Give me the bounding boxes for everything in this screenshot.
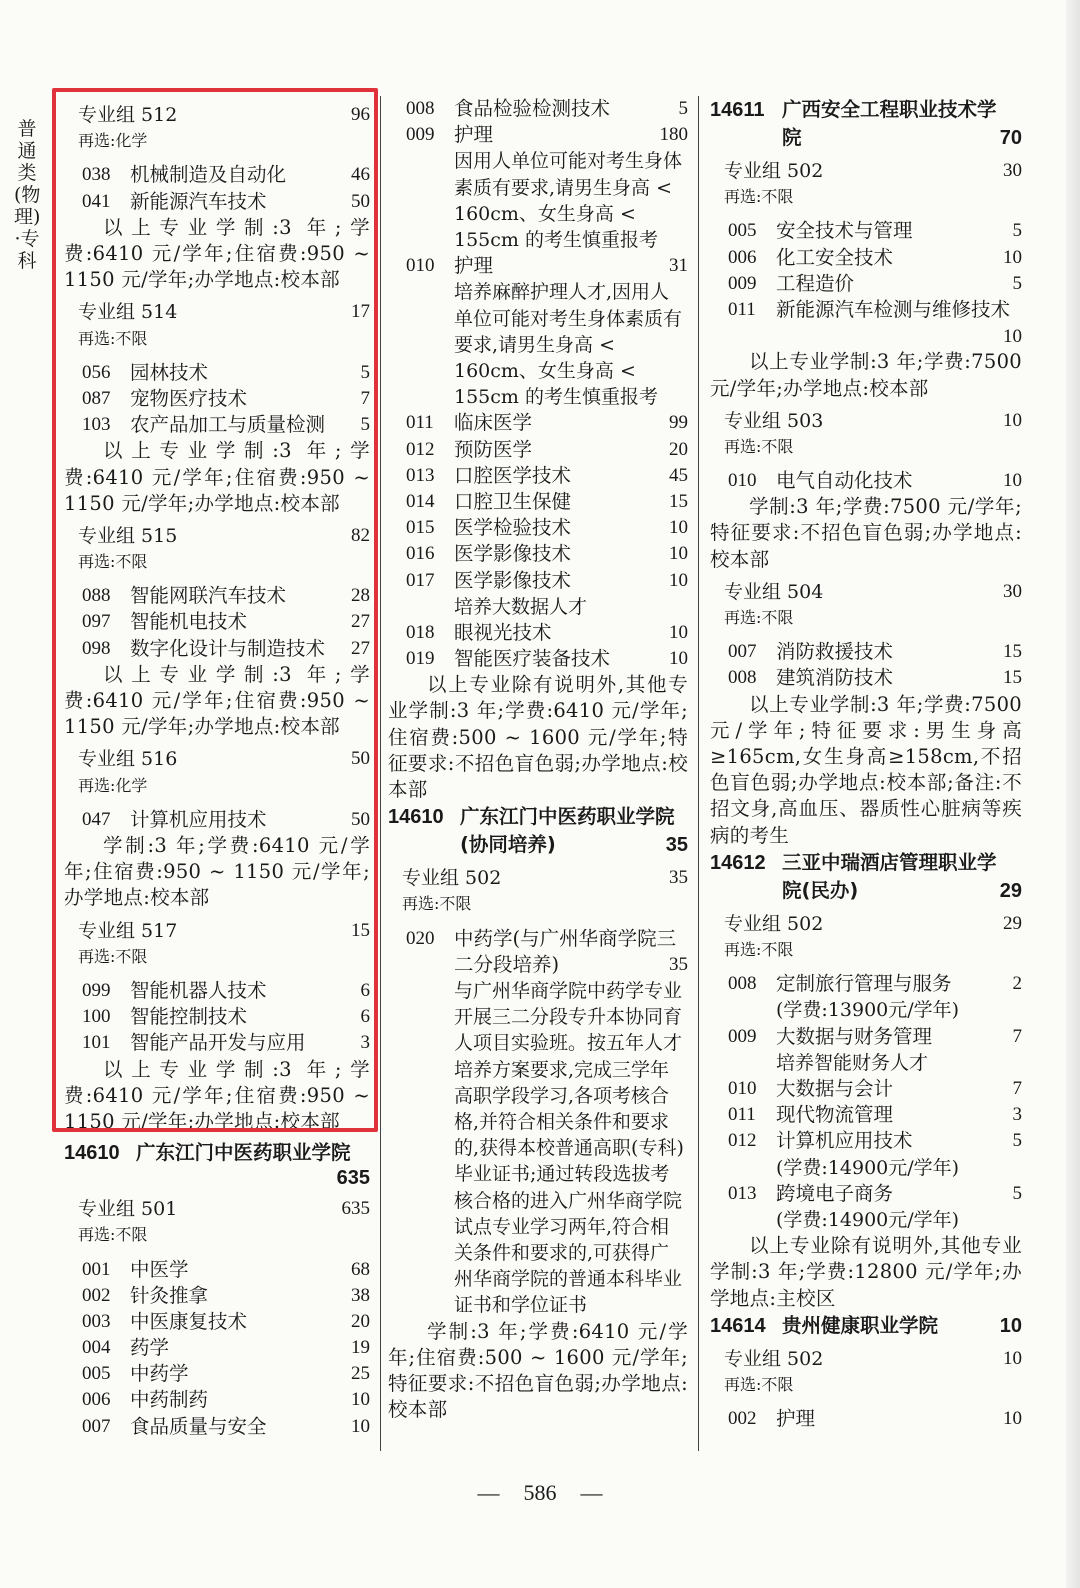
major-row: 020 中药学(与广州华商学院三 bbox=[406, 926, 677, 950]
major-count: 10 bbox=[1003, 326, 1022, 348]
page-footer bbox=[0, 1480, 1080, 1506]
major-description: 因用人单位可能对考生身体素质有要求,请男生身高 < 160cm、女生身高 < 155cm 的考生慎重报考 bbox=[454, 150, 683, 251]
institution-header-14610: 14610 广东江门中医药职业学院 635 bbox=[64, 1141, 370, 1190]
major-row: 009 工程造价 5 bbox=[728, 271, 1022, 295]
group-note: 以上专业学制:3 年;学费:7500 元/学年;特征要求:男生身高≥165cm,女生身高≥158cm,不招色盲色弱;办学地点:校本部;备注:不招文身,高血压、器质性心脏病等疾病的考生 bbox=[710, 692, 1022, 847]
group-note: 以上专业学制:3 年;学费:6410 元/学年;住宿费:950 ~ 1150 元/学年;办学地点:校本部 bbox=[64, 439, 370, 515]
major-row: 008 食品检验检测技术 5 bbox=[406, 97, 688, 120]
major-row: 019 智能医疗装备技术 10 bbox=[406, 647, 688, 671]
group-note: 学制:3 年;学费:6410 元/学年;住宿费:500 ~ 1600 元/学年;特征要求:不招色盲色弱;办学地点:校本部 bbox=[388, 1319, 688, 1422]
institution-header-14611: 14611 广西安全工程职业技术学 院 70 bbox=[710, 98, 1022, 149]
major-row: 008 定制旅行管理与服务 2 bbox=[728, 972, 1022, 996]
major-row: 087 宠物医疗技术 7 bbox=[82, 386, 370, 410]
major-row: 004 药学 19 bbox=[82, 1336, 370, 1360]
major-row: 041 新能源汽车技术 50 bbox=[82, 189, 370, 213]
page-number: 586 bbox=[523, 1480, 557, 1505]
major-row: 002 针灸推拿 38 bbox=[82, 1283, 370, 1307]
group-note: 以上专业学制:3 年;学费:6410 元/学年;住宿费:950 ~ 1150 元/学年;办学地点:校本部 bbox=[64, 215, 370, 292]
major-row: 006 中药制药 10 bbox=[82, 1388, 370, 1412]
major-row: 012 计算机应用技术 5 bbox=[728, 1129, 1022, 1153]
group-header-517: 专业组 517 15 bbox=[78, 919, 370, 942]
highlight-box bbox=[52, 88, 378, 1132]
major-description: (学费:14900元/学年) bbox=[776, 1156, 960, 1179]
column-divider bbox=[698, 96, 699, 1451]
group-header-512: 专业组 512 96 bbox=[78, 104, 370, 126]
column-2 bbox=[388, 96, 688, 1424]
group-note: 以上专业学制:3 年;学费:7500 元/学年;办学地点:校本部 bbox=[710, 350, 1022, 400]
group-reselect: 再选:不限 bbox=[724, 608, 794, 628]
major-row: 097 智能机电技术 27 bbox=[82, 610, 370, 634]
major-row-cont: 二分段培养) 35 bbox=[454, 952, 688, 976]
group-note: 以上专业除有说明外,其他专业学制:3 年;学费:6410 元/学年;住宿费:500 ~ 1600 元/学年;特征要求:不招色盲色弱;办学地点:校本部 bbox=[388, 673, 688, 802]
institution-header-14614: 14614 贵州健康职业学院 10 bbox=[710, 1313, 1022, 1337]
major-description: 与广州华商学院中药学专业开展三二分段专升本协同育人项目实验班。按五年人才培养方案要求,完成三学年高职学段学习,各项考核合格,并符合相关条件和要求的,获得本校普通高职(专科)毕业证书;通过转段选拔考核合格的进入广州华商学院试点专业学习两年,符合相关条件和要求的,可获得广州华商学院的普通本科毕业证书和学位证书 bbox=[454, 980, 684, 1317]
major-row: 014 口腔卫生保健 15 bbox=[406, 489, 688, 513]
column-3 bbox=[710, 96, 1022, 1432]
major-description: 培养麻醉护理人才,因用人单位可能对考生身体素质有要求,请男生身高 < 160cm、女生身高 < 155cm 的考生慎重报考 bbox=[454, 281, 683, 409]
group-reselect: 再选:不限 bbox=[724, 940, 794, 960]
group-note: 学制:3 年;学费:7500 元/学年;特征要求:不招色盲色弱;办学地点:校本部 bbox=[710, 495, 1022, 571]
major-row: 012 预防医学 20 bbox=[406, 437, 688, 461]
major-row: 010 电气自动化技术 10 bbox=[728, 469, 1022, 493]
side-section-label: 普通类(物理)·专科 bbox=[14, 118, 41, 272]
major-description: 培养大数据人才 bbox=[454, 595, 588, 618]
group-note: 以上专业学制:3 年;学费:6410 元/学年;住宿费:950 ~ 1150 元/学年;办学地点:校本部 bbox=[64, 1057, 370, 1133]
major-row: 010 大数据与会计 7 bbox=[728, 1077, 1022, 1101]
group-header-502: 专业组 502 10 bbox=[724, 1347, 1022, 1370]
major-row: 009 护理 180 bbox=[406, 123, 688, 147]
group-reselect: 再选:化学 bbox=[78, 775, 148, 795]
group-note: 学制:3 年;学费:6410 元/学年;住宿费:950 ~ 1150 元/学年;办学地点:校本部 bbox=[64, 834, 370, 910]
group-reselect: 再选:不限 bbox=[78, 552, 148, 572]
group-reselect: 再选:化学 bbox=[78, 131, 148, 151]
group-header-502: 专业组 502 29 bbox=[724, 912, 1022, 935]
group-header-501: 专业组 501 635 bbox=[78, 1198, 370, 1221]
major-row: 038 机械制造及自动化 46 bbox=[82, 163, 370, 187]
column-divider bbox=[380, 96, 381, 1451]
major-row: 011 新能源汽车检测与维修技术 bbox=[728, 297, 1011, 321]
major-row: 011 现代物流管理 3 bbox=[728, 1103, 1022, 1127]
group-header-515: 专业组 515 82 bbox=[78, 524, 370, 547]
major-row: 056 园林技术 5 bbox=[82, 360, 370, 384]
footer-dash: — bbox=[477, 1480, 500, 1505]
major-description: (学费:13900元/学年) bbox=[776, 999, 960, 1022]
major-row: 047 计算机应用技术 50 bbox=[82, 807, 370, 831]
major-row: 018 眼视光技术 10 bbox=[406, 620, 688, 644]
major-row: 088 智能网联汽车技术 28 bbox=[82, 584, 370, 608]
major-description: (学费:14900元/学年) bbox=[776, 1208, 960, 1231]
major-row: 015 医学检验技术 10 bbox=[406, 516, 688, 540]
group-header-502: 专业组 502 30 bbox=[724, 160, 1022, 182]
group-header-502: 专业组 502 35 bbox=[402, 867, 688, 890]
major-row: 009 大数据与财务管理 7 bbox=[728, 1024, 1022, 1048]
major-row: 098 数字化设计与制造技术 27 bbox=[82, 636, 370, 660]
major-row: 101 智能产品开发与应用 3 bbox=[82, 1031, 370, 1055]
group-reselect: 再选:不限 bbox=[724, 187, 794, 207]
major-row: 103 农产品加工与质量检测 5 bbox=[82, 413, 370, 437]
major-row: 007 消防救援技术 15 bbox=[728, 640, 1022, 664]
group-header-514: 专业组 514 17 bbox=[78, 301, 370, 324]
group-reselect: 再选:不限 bbox=[724, 436, 794, 456]
major-row: 002 护理 10 bbox=[728, 1407, 1022, 1431]
major-row: 017 医学影像技术 10 bbox=[406, 568, 688, 592]
major-row: 100 智能控制技术 6 bbox=[82, 1005, 370, 1029]
group-reselect: 再选:不限 bbox=[78, 328, 148, 348]
major-row: 016 医学影像技术 10 bbox=[406, 542, 688, 566]
group-note: 以上专业学制:3 年;学费:6410 元/学年;住宿费:950 ~ 1150 元/学年;办学地点:校本部 bbox=[64, 662, 370, 739]
major-row: 005 中药学 25 bbox=[82, 1362, 370, 1386]
major-row: 008 建筑消防技术 15 bbox=[728, 666, 1022, 690]
institution-header-14610-coop: 14610 广东江门中医药职业学院 (协同培养) 35 bbox=[388, 805, 688, 857]
major-row: 005 安全技术与管理 5 bbox=[728, 219, 1022, 243]
group-reselect: 再选:不限 bbox=[78, 946, 148, 966]
group-header-503: 专业组 503 10 bbox=[724, 409, 1022, 432]
major-description: 培养智能财务人才 bbox=[776, 1051, 929, 1074]
group-note: 以上专业除有说明外,其他专业学制:3 年;学费:12800 元/学年;办学地点:主校区 bbox=[710, 1234, 1022, 1310]
major-row: 011 临床医学 99 bbox=[406, 411, 688, 435]
page-edge-shadow bbox=[1066, 0, 1080, 1588]
major-row: 013 口腔医学技术 45 bbox=[406, 463, 688, 487]
major-row: 007 食品质量与安全 10 bbox=[82, 1414, 370, 1438]
institution-header-14612: 14612 三亚中瑞酒店管理职业学 院(民办) 29 bbox=[710, 850, 1022, 902]
footer-dash: — bbox=[580, 1480, 603, 1505]
major-row: 006 化工安全技术 10 bbox=[728, 245, 1022, 269]
major-row: 001 中医学 68 bbox=[82, 1257, 370, 1281]
group-header-516: 专业组 516 50 bbox=[78, 748, 370, 771]
group-header-504: 专业组 504 30 bbox=[724, 580, 1022, 603]
major-row: 013 跨境电子商务 5 bbox=[728, 1181, 1022, 1205]
major-row: 010 护理 31 bbox=[406, 254, 688, 278]
group-reselect: 再选:不限 bbox=[724, 1374, 794, 1394]
major-row: 099 智能机器人技术 6 bbox=[82, 979, 370, 1002]
group-reselect: 再选:不限 bbox=[78, 1225, 148, 1245]
group-reselect: 再选:不限 bbox=[402, 894, 472, 914]
major-row: 003 中医康复技术 20 bbox=[82, 1309, 370, 1333]
